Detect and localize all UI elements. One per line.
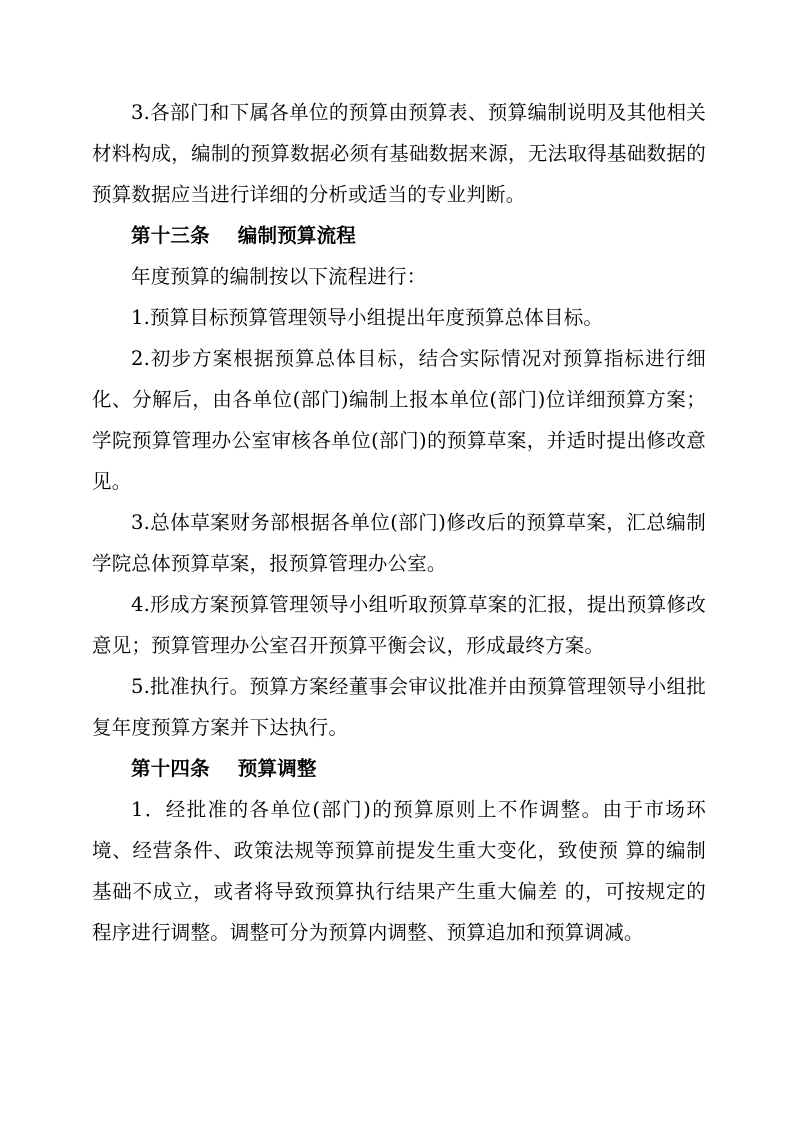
paragraph-item-3-budget-composition: 3.各部门和下属各单位的预算由预算表、预算编制说明及其他相关材料构成，编制的预算数据必须有基础数据来源，无法取得基础数据的预算数据应当进行详细的分析或适当的专业判断。 [92,101,706,206]
heading-article-14-subtitle: 预算调整 [237,757,317,780]
paragraph-step-3-overall-draft: 3.总体草案财务部根据各单位(部门)修改后的预算草案，汇总编制学院总体预算草案，报预算管理办公室。 [92,511,706,575]
heading-article-13-subtitle: 编制预算流程 [237,224,356,247]
paragraph-adjustment-rule: 1．经批准的各单位(部门)的预算原则上不作调整。由于市场环境、经营条件、政策法规等预算前提发生重大变化，致使预 算的编制基础不成立，或者将导致预算执行结果产生重大偏差 的，可按规定的程序进行调整。调整可分为预算内调整、预算追加和预算调减。 [92,798,706,944]
paragraph-step-5-approval: 5.批准执行。预算方案经董事会审议批准并由预算管理领导小组批复年度预算方案并下达执行。 [92,675,706,739]
heading-article-14 [92,748,706,789]
paragraph-step-2-preliminary: 2.初步方案根据预算总体目标，结合实际情况对预算指标进行细化、分解后，由各单位(部门)编制上报本单位(部门)位详细预算方案；学院预算管理办公室审核各单位(部门)的预算草案，并适时提出修改意见。 [92,347,706,493]
paragraph-annual-budget-process: 年度预算的编制按以下流程进行： [131,265,427,288]
heading-article-14-title: 第十四条 [131,757,210,780]
heading-article-13 [92,215,706,256]
paragraph-step-1-target: 1.预算目标预算管理领导小组提出年度预算总体目标。 [131,306,604,329]
paragraph-step-4-form-plan: 4.形成方案预算管理领导小组听取预算草案的汇报，提出预算修改意见；预算管理办公室召开预算平衡会议，形成最终方案。 [92,593,706,657]
heading-article-13-title: 第十三条 [131,224,210,247]
document-body [92,92,706,953]
